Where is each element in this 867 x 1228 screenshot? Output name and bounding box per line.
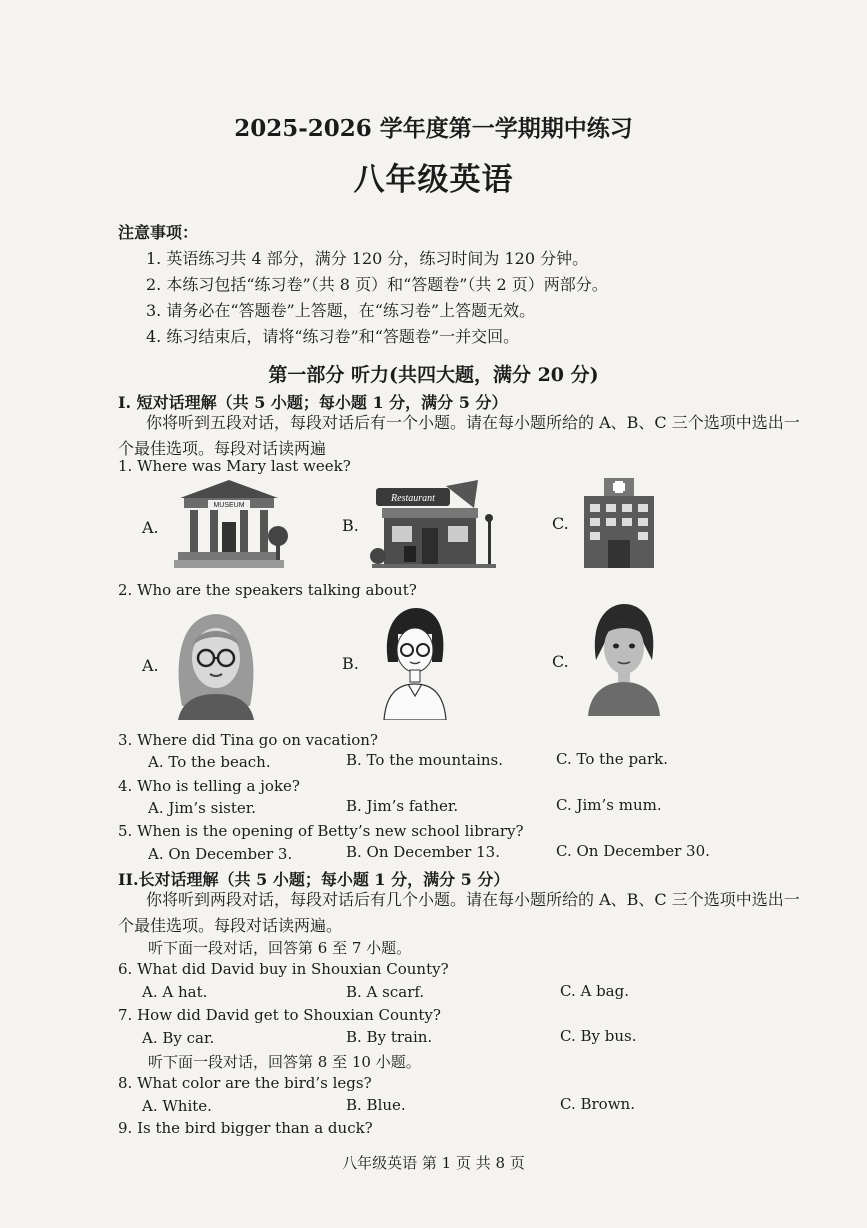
q5-option-a: A. On December 3. (148, 845, 293, 863)
question-9: 9. Is the bird bigger than a duck? (118, 1119, 373, 1137)
q1-option-a: A. (142, 518, 159, 537)
q8-option-c: C. Brown. (560, 1095, 635, 1113)
q1-option-c: C. (552, 514, 569, 533)
q6-option-c: C. A bag. (560, 982, 629, 1000)
note-item: 2. 本练习包括“练习卷”（共 8 页）和“答题卷”（共 2 页）两部分。 (146, 275, 608, 294)
q7-option-c: C. By bus. (560, 1027, 637, 1045)
restaurant-sign: Restaurant (391, 493, 435, 504)
q4-option-c: C. Jim’s mum. (556, 796, 662, 814)
q7-option-a: A. By car. (142, 1029, 215, 1047)
exam-subject: 八年级英语 (353, 162, 514, 198)
q5-option-c: C. On December 30. (556, 842, 710, 860)
note-item: 4. 练习结束后，请将“练习卷”和“答题卷”一并交回。 (146, 327, 520, 346)
question-3: 3. Where did Tina go on vacation? (118, 731, 378, 749)
short-hair-woman-image (582, 600, 666, 716)
q6-option-a: A. A hat. (142, 983, 208, 1001)
question-5: 5. When is the opening of Betty’s new school library? (118, 822, 524, 840)
museum-image (170, 476, 288, 572)
question-4: 4. Who is telling a joke? (118, 777, 300, 795)
q3-option-b: B. To the mountains. (346, 751, 504, 769)
question-8: 8. What color are the bird’s legs? (118, 1074, 372, 1092)
q5-option-b: B. On December 13. (346, 843, 500, 861)
section1-instructions: 你将听到五段对话，每段对话后有一个小题。请在每小题所给的 A、B、C 三个选项中选出一个最佳选项。每段对话读两遍 (118, 413, 800, 458)
girl-with-glasses-image (370, 604, 458, 720)
question-2: 2. Who are the speakers talking about? (118, 581, 417, 599)
q3-option-a: A. To the beach. (148, 753, 271, 771)
q8-option-a: A. White. (142, 1097, 212, 1115)
section1-heading: I. 短对话理解（共 5 小题；每小题 1 分，满分 5 分） (118, 393, 508, 412)
section2-heading: II.长对话理解（共 5 小题；每小题 1 分，满分 5 分） (118, 870, 510, 889)
q7-option-b: B. By train. (346, 1028, 433, 1046)
q4-option-b: B. Jim’s father. (346, 797, 459, 815)
hospital-image (578, 476, 660, 572)
dialogue2-intro: 听下面一段对话，回答第 8 至 10 小题。 (148, 1053, 421, 1071)
note-item: 1. 英语练习共 4 部分，满分 120 分，练习时间为 120 分钟。 (146, 249, 589, 268)
note-item: 3. 请务必在“答题卷”上答题，在“练习卷”上答题无效。 (146, 301, 536, 320)
q2-option-c: C. (552, 652, 569, 671)
dialogue1-intro: 听下面一段对话，回答第 6 至 7 小题。 (148, 939, 412, 957)
question-7: 7. How did David get to Shouxian County? (118, 1006, 441, 1024)
question-6: 6. What did David buy in Shouxian County? (118, 960, 449, 978)
museum-sign: MUSEUM (213, 502, 245, 509)
q3-option-c: C. To the park. (556, 750, 669, 768)
exam-title: 2025-2026 学年度第一学期期中练习 (234, 115, 633, 142)
q8-option-b: B. Blue. (346, 1096, 406, 1114)
restaurant-image (368, 478, 500, 570)
page-footer: 八年级英语 第 1 页 共 8 页 (342, 1154, 525, 1172)
q2-option-a: A. (142, 656, 159, 675)
part1-title: 第一部分 听力(共四大题，满分 20 分) (268, 364, 599, 386)
q2-option-b: B. (342, 654, 359, 673)
q4-option-a: A. Jim’s sister. (148, 799, 257, 817)
q6-option-b: B. A scarf. (346, 983, 425, 1001)
q1-option-b: B. (342, 516, 359, 535)
woman-with-glasses-image (168, 606, 264, 720)
question-1: 1. Where was Mary last week? (118, 457, 351, 475)
notes-heading: 注意事项： (118, 223, 199, 242)
section2-instructions: 你将听到两段对话，每段对话后有几个小题。请在每小题所给的 A、B、C 三个选项中选出一个最佳选项。每段对话读两遍。 (118, 890, 800, 935)
